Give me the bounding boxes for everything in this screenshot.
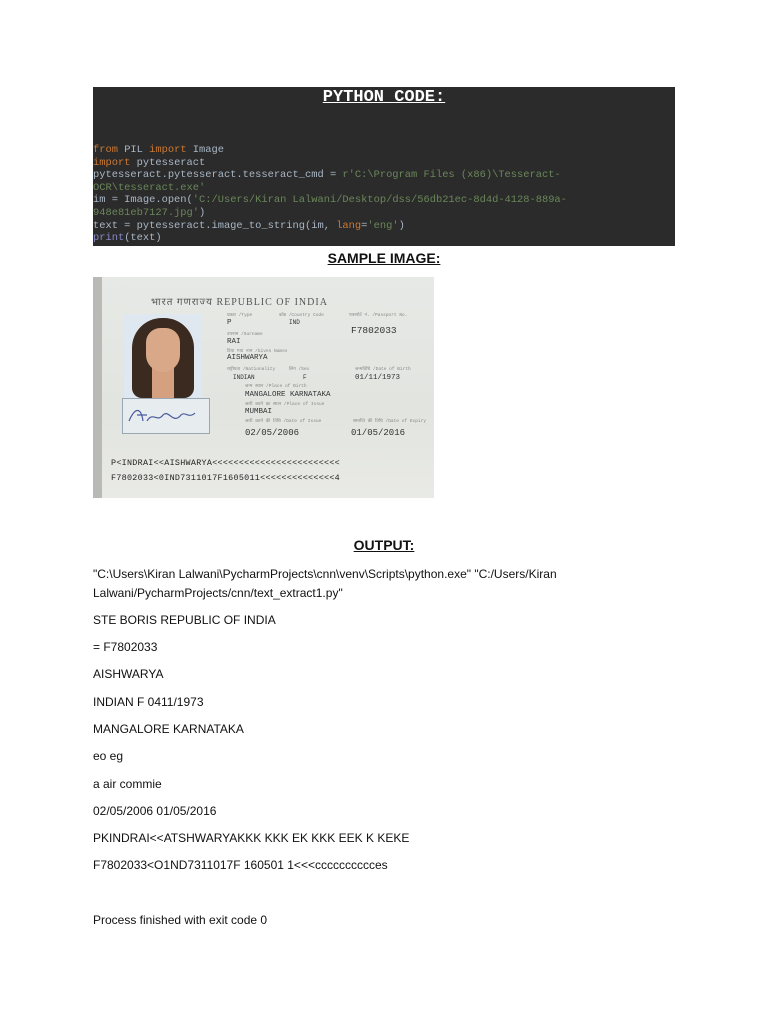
code-line: print(text) — [93, 232, 162, 245]
passport-mrz-line-1: P<INDRAI<<AISHWARYA<<<<<<<<<<<<<<<<<<<<<<<< — [111, 458, 341, 468]
passport-place-of-issue: MUMBAI — [245, 408, 273, 416]
passport-mrz-line-2: F7802033<0IND7311017F1605011<<<<<<<<<<<<<<4 — [111, 473, 341, 483]
output-line: 02/05/2006 01/05/2016 — [93, 804, 217, 818]
output-line: STE BORIS REPUBLIC OF INDIA — [93, 613, 276, 627]
code-line: from PIL import Image — [93, 144, 224, 156]
signature-scribble-icon — [123, 399, 209, 433]
code-block — [93, 87, 675, 246]
output-line: a air commie — [93, 777, 162, 791]
output-line: MANGALORE KARNATAKA — [93, 722, 244, 736]
passport-country: IND — [289, 319, 300, 326]
code-title: PYTHON CODE: — [322, 88, 446, 107]
code-line: OCR\tesseract.exe' — [93, 181, 206, 194]
output-line: PKINDRAI<<ATSHWARYAKKK KKK EK KKK EEK K KEKE — [93, 831, 410, 845]
code-line: im = Image.open('C:/Users/Kiran Lalwani/Desktop/dss/56db21ec-8d4d-4128-889a- — [93, 194, 567, 207]
passport-edge — [93, 277, 102, 498]
code-lines — [93, 144, 567, 245]
passport-surname: RAI — [227, 338, 241, 346]
passport-photo — [124, 314, 202, 398]
passport-nationality: INDIAN — [233, 374, 255, 381]
output-line: "C:\Users\Kiran Lalwani\PycharmProjects\cnn\venv\Scripts\python.exe" "C:/Users/Kiran — [93, 567, 557, 581]
passport-number: F7802033 — [351, 325, 397, 336]
code-line: pytesseract.pytesseract.tesseract_cmd = r'C:\Program Files (x86)\Tesseract- — [93, 169, 561, 182]
passport-given-name: AISHWARYA — [227, 354, 268, 362]
passport-issue-date: 02/05/2006 — [245, 428, 300, 438]
output-line: Lalwani/PycharmProjects/cnn/text_extract1.py" — [93, 586, 343, 600]
code-line: import pytesseract — [93, 156, 206, 169]
passport-place-of-birth: MANGALORE KARNATAKA — [245, 391, 331, 399]
output-line: INDIAN F 0411/1973 — [93, 695, 204, 709]
passport-dob: 01/11/1973 — [355, 374, 401, 382]
output-line: F7802033<O1ND7311017F 160501 1<<<cccccccccces — [93, 858, 388, 872]
passport-sex: F — [303, 374, 307, 381]
passport-signature-box — [122, 398, 210, 434]
passport-type: P — [227, 319, 232, 327]
output-exit-line: Process finished with exit code 0 — [93, 913, 268, 927]
output-heading: OUTPUT: — [353, 537, 415, 553]
code-line: text = pytesseract.image_to_string(im, lang='eng') — [93, 219, 405, 232]
output-line: AISHWARYA — [93, 667, 164, 681]
sample-image-heading: SAMPLE IMAGE: — [327, 250, 441, 266]
code-line: 948e81eb7127.jpg') — [93, 206, 206, 219]
passport-expiry-date: 01/05/2016 — [351, 428, 406, 438]
passport-title: भारत गणराज्य REPUBLIC OF INDIA — [151, 297, 328, 308]
output-line: eo eg — [93, 749, 124, 763]
output-line: = F7802033 — [93, 640, 158, 654]
sample-passport-image: भारत गणराज्य REPUBLIC OF INDIA प्रकार /Type कोड /Country Code पासपोर्ट नं. /Passport No. P IND F7802033 उपनाम /Surname RAI दिया गया नाम /Given Names AISHWARYA राष्ट्रीयता /Nationality लिंग /Sex जन्मतिथि /Date of Birth INDIAN F 01/11/1973 जन्म स्थान /Place of Birth MANGALORE KARNATAKA जारी करने का स्थान /Place of Issue MUMBAI जारी करने की तिथि /Date of Issue समाप्ति की तिथि /Date of Expiry 02/05/2006 01/05/2016 P<INDRAI<<AISHWARYA<<<<<<<<<<<<<<<<<<<<<<<< F7802033<0IND7311017F1605011<<<<<<<<<<<<<<4 — [93, 277, 434, 498]
